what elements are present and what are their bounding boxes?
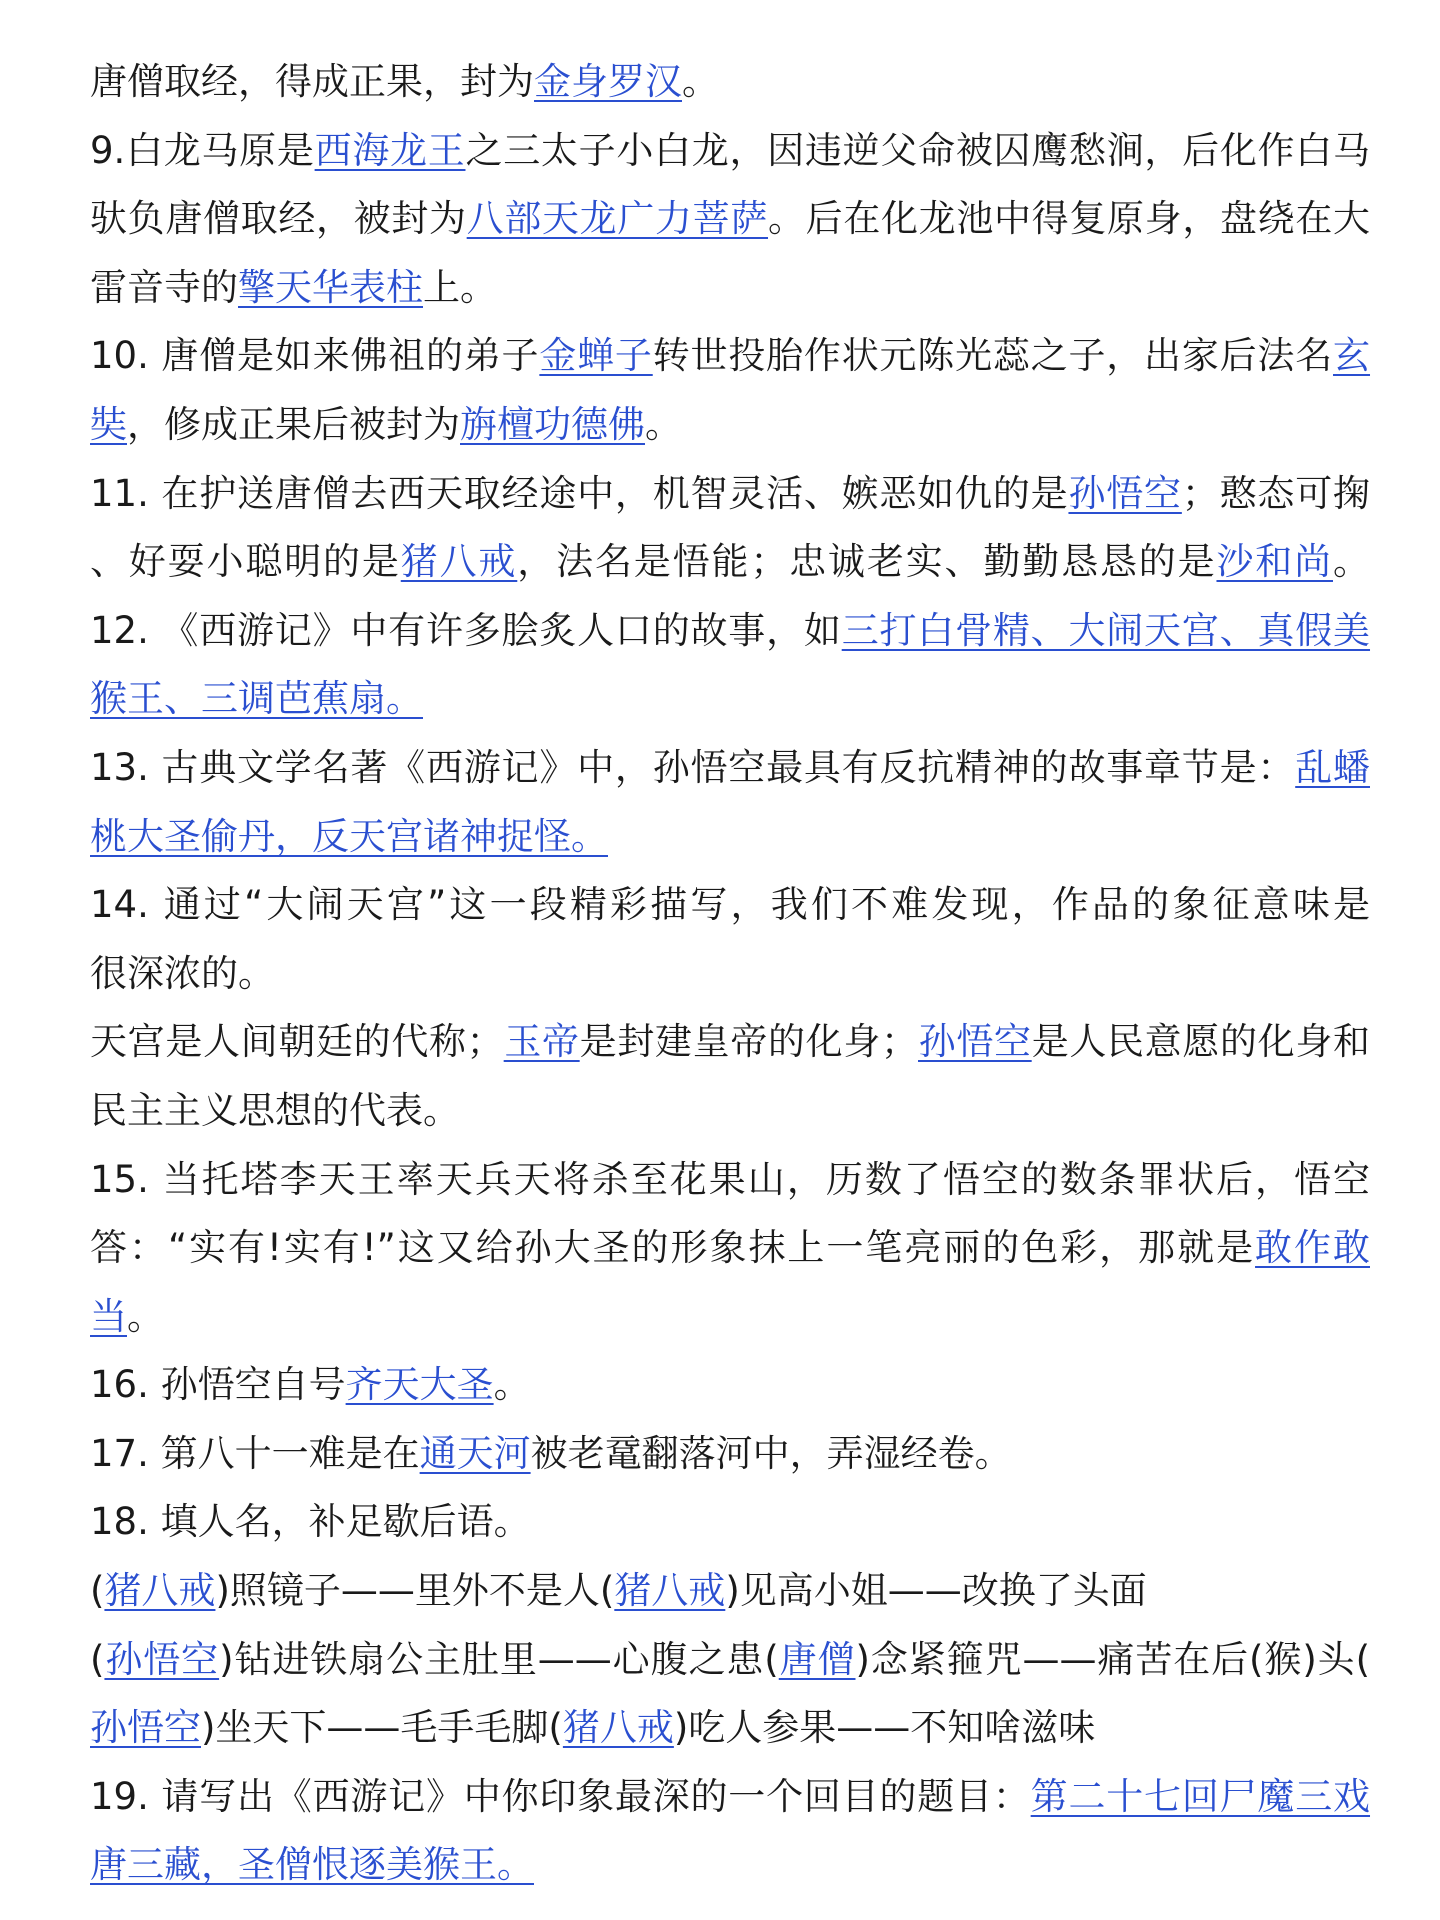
answer-text: 当: [90, 1294, 127, 1338]
text-line: [90, 254, 1370, 323]
answer-text: 猪八戒: [104, 1569, 216, 1613]
text-line: [90, 1077, 1370, 1146]
text-line: [90, 940, 1370, 1009]
text-line: [90, 48, 1370, 117]
question-text: 16. 孙悟空自号: [90, 1363, 346, 1407]
question-text: 。: [1333, 540, 1370, 584]
question-text: 19. 请写出《西游记》中你印象最深的一个回目的题目：: [90, 1774, 1031, 1818]
text-line: [90, 1214, 1370, 1283]
question-text: )见高小姐——改换了头面: [725, 1569, 1147, 1613]
answer-text: 通天河: [419, 1431, 531, 1475]
question-text: 。后在化龙池中得复原身，盘绕在大: [768, 197, 1371, 241]
question-text: 13. 古典文学名著《西游记》中，孙悟空最具有反抗精神的故事章节是：: [90, 745, 1296, 789]
question-text: 雷音寺的: [90, 265, 238, 309]
question-text: 唐僧取经，得成正果，封为: [90, 60, 534, 103]
text-line: [90, 597, 1370, 666]
question-text: 转世投胎作状元陈光蕊之子，出家后法名: [652, 334, 1334, 378]
text-line: [90, 734, 1370, 803]
text-line: [90, 1146, 1370, 1215]
question-text: 很深浓的。: [90, 951, 275, 995]
text-line: [90, 460, 1370, 529]
question-text: 9.白龙马原是: [90, 128, 315, 172]
answer-text: 猪八戒: [400, 540, 518, 584]
answer-text: 旃檀功德佛: [460, 402, 645, 446]
text-line: [90, 1831, 1370, 1900]
answer-text: 金蝉子: [539, 334, 653, 378]
text-line: [90, 1420, 1370, 1489]
answer-text: 奘: [90, 402, 127, 446]
question-text: 上。: [423, 265, 497, 309]
question-text: 17. 第八十一难是在: [90, 1431, 420, 1475]
question-text: 18. 填人名，补足歇后语。: [90, 1500, 531, 1544]
answer-text: 桃大圣偷丹，反天宫诸神捉怪。: [90, 814, 608, 858]
answer-text: 三打白骨精、大闹天宫、真假美: [841, 608, 1371, 652]
answer-text: 齐天大圣: [345, 1363, 494, 1407]
question-text: )照镜子——里外不是人(: [215, 1569, 615, 1613]
text-line: [90, 1351, 1370, 1420]
question-text: 15. 当托塔李天王率天兵天将杀至花果山，历数了悟空的数条罪状后，悟空: [90, 1157, 1370, 1201]
answer-text: 乱蟠: [1295, 745, 1370, 789]
text-line: [90, 1283, 1370, 1352]
question-text: )吃人参果——不知啥滋味: [673, 1706, 1096, 1750]
answer-text: 孙悟空: [90, 1706, 201, 1750]
text-line: [90, 185, 1370, 254]
answer-text: 孙悟空: [1068, 471, 1182, 515]
text-line: [90, 665, 1370, 734]
answer-text: 猪八戒: [614, 1569, 726, 1613]
text-line: [90, 322, 1370, 391]
question-text: (: [90, 1637, 105, 1681]
question-text: 。: [645, 402, 682, 446]
answer-text: 西海龙王: [314, 128, 466, 172]
answer-text: 擎天华表柱: [238, 265, 423, 309]
text-line: [90, 803, 1370, 872]
question-text: 。: [493, 1363, 531, 1407]
answer-text: 沙和尚: [1216, 540, 1333, 584]
answer-text: 猪八戒: [562, 1706, 674, 1750]
text-line: [90, 391, 1370, 460]
question-text: ；憨态可掬: [1181, 471, 1371, 515]
answer-text: 第二十七回尸魔三戏: [1030, 1774, 1371, 1818]
text-line: [90, 1694, 1370, 1763]
text-line: [90, 528, 1370, 597]
answer-text: 八部天龙广力菩萨: [466, 197, 769, 241]
question-text: 12. 《西游记》中有许多脍炙人口的故事，如: [90, 608, 842, 652]
answer-text: 玄: [1333, 334, 1371, 378]
question-text: 10. 唐僧是如来佛祖的弟子: [90, 334, 540, 378]
answer-text: 猴王、三调芭蕉扇。: [90, 677, 423, 721]
question-text: 14. 通过“大闹天宫”这一段精彩描写，我们不难发现，作品的象征意味是: [90, 883, 1370, 927]
question-text: 被老鼋翻落河中，弄湿经卷。: [530, 1431, 1012, 1475]
text-line: [90, 1008, 1370, 1077]
question-text: 。: [127, 1294, 164, 1338]
answer-text: 金身罗汉: [534, 60, 682, 103]
answer-text: 唐僧: [778, 1637, 856, 1681]
question-text: ，修成正果后被封为: [127, 402, 460, 446]
text-line: [90, 871, 1370, 940]
question-text: 、好耍小聪明的是: [90, 540, 401, 584]
text-line: [90, 117, 1370, 186]
question-text: )念紧箍咒——痛苦在后(猴)头(: [855, 1637, 1371, 1681]
question-text: (: [90, 1569, 105, 1613]
question-text: ，法名是悟能；忠诚老实、勤勤恳恳的是: [517, 540, 1217, 584]
question-text: 驮负唐僧取经，被封为: [90, 197, 467, 241]
text-line: [90, 1626, 1370, 1695]
answer-text: 唐三藏，圣僧恨逐美猴王。: [90, 1843, 534, 1887]
question-text: )钻进铁扇公主肚里——心腹之患(: [219, 1637, 779, 1681]
question-text: 是封建皇帝的化身；: [579, 1020, 919, 1064]
answer-text: 敢作敢: [1255, 1226, 1370, 1270]
question-text: 是人民意愿的化身和: [1031, 1020, 1371, 1064]
text-line: [90, 1763, 1370, 1832]
answer-text: 玉帝: [503, 1020, 580, 1064]
text-line: [90, 1557, 1370, 1626]
question-text: 天宫是人间朝廷的代称；: [90, 1020, 504, 1064]
question-text: )坐天下——毛手毛脚(: [201, 1706, 563, 1750]
question-text: 。: [682, 60, 719, 103]
answer-text: 孙悟空: [104, 1637, 220, 1681]
question-text: 民主主义思想的代表。: [90, 1088, 460, 1132]
question-text: 答：“实有!实有!”这又给孙大圣的形象抹上一笔亮丽的色彩，那就是: [90, 1226, 1256, 1270]
question-text: 11. 在护送唐僧去西天取经途中，机智灵活、嫉恶如仇的是: [90, 471, 1069, 515]
answer-text: 孙悟空: [918, 1020, 1032, 1064]
text-line: [90, 1488, 1370, 1557]
question-text: 之三太子小白龙，因违逆父命被囚鹰愁涧，后化作白马: [465, 128, 1370, 172]
